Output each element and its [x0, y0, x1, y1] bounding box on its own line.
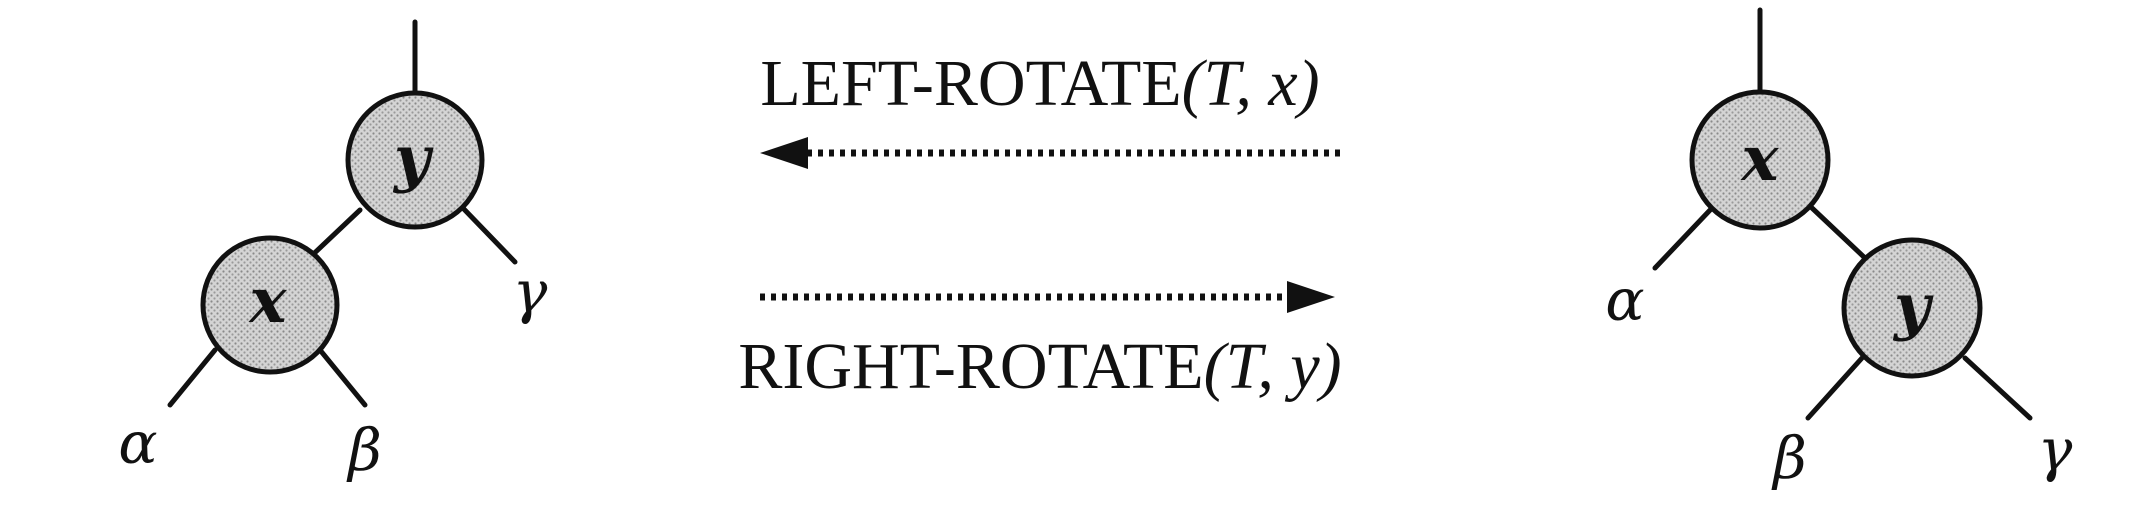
right-tree-gamma-label: γ	[2037, 416, 2073, 484]
right-tree-beta-edge	[1808, 358, 1862, 418]
right-tree-root-label: x	[1741, 122, 1779, 195]
right-rotate-args: (T, y)	[1203, 330, 1342, 403]
right-rotate-name: RIGHT-ROTATE	[738, 330, 1204, 403]
left-tree-alpha-label: α	[118, 409, 158, 477]
right-tree-gamma-edge	[1965, 358, 2030, 418]
left-rotate-arrow	[760, 137, 1340, 169]
right-tree-alpha-edge	[1655, 208, 1712, 268]
left-tree-alpha-edge	[170, 350, 215, 405]
left-tree-gamma-edge	[460, 205, 515, 262]
right-tree-beta-label: β	[1773, 424, 1807, 492]
left-rotate-label	[760, 47, 1319, 120]
left-tree-beta-label: β	[348, 416, 382, 484]
left-rotate-name: LEFT-ROTATE	[760, 47, 1182, 120]
left-rotate-arrowhead	[760, 137, 808, 169]
left-tree-beta-edge	[320, 350, 365, 405]
right-tree	[1605, 10, 2072, 492]
operations	[738, 47, 1341, 403]
right-rotate-arrow	[760, 281, 1335, 313]
left-rotate-args: (T, x)	[1181, 47, 1320, 120]
left-tree-child-label: x	[249, 264, 287, 337]
right-rotate-arrowhead	[1287, 281, 1335, 313]
right-tree-child-label: y	[1893, 270, 1931, 343]
left-tree-root-label: y	[393, 122, 431, 195]
left-tree	[118, 22, 547, 484]
right-tree-alpha-label: α	[1605, 266, 1645, 334]
left-tree-gamma-label: γ	[512, 258, 548, 326]
right-rotate-label	[738, 330, 1341, 403]
right-tree-root-child-edge	[1812, 208, 1865, 258]
